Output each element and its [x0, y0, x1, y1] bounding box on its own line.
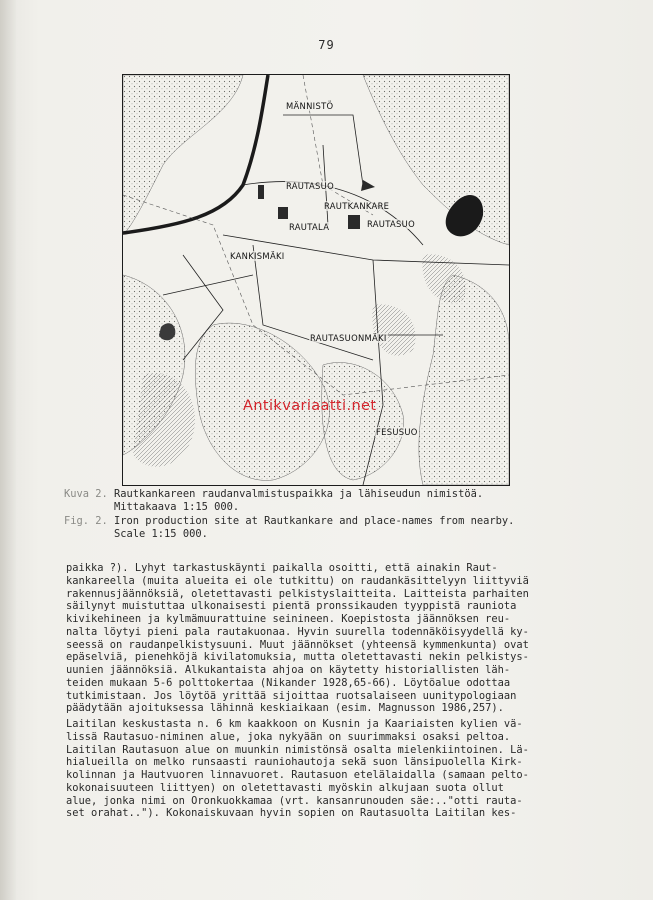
text-line: kokonaisuuteen liittyen) on oletettavasti myöskin alkujaan suota ollut	[66, 781, 504, 794]
body-paragraph-2	[66, 718, 552, 820]
page-number: 79	[318, 38, 335, 52]
caption-finnish-line-1: Rautkankareen raudanvalmistuspaikka ja lähiseudun nimistöä.	[114, 488, 484, 500]
caption-english-line-2: Scale 1:15 000.	[114, 528, 208, 541]
text-line: Laitilan Rautasuon alue on muunkin nimistönsä osalta mielenkiintoinen. Lä-	[66, 743, 529, 756]
text-line: uunien jäännöksiä. Alkukantaista ahjoa on käytetty historiallisten läh-	[66, 664, 511, 676]
caption-label-english: Fig. 2.	[64, 514, 108, 527]
body-paragraph-1	[66, 562, 552, 715]
place-label-rautasuonmaki: RAUTASUONMÄKI	[310, 333, 387, 343]
text-line: tutkimistaan. Jos löytöä yrittää sijoittaa ruotsalaiseen uunitypologiaan	[66, 689, 517, 702]
place-label-mannisto: MÄNNISTÖ	[286, 101, 334, 111]
text-line: hialueilla on melko runsaasti rauniohautoja sekä suon länsipuolella Kirk-	[66, 756, 523, 769]
text-line: lissä Rautasuo-niminen alue, joka nykyään on suurimmaksi osaksi peltoa.	[66, 730, 511, 743]
text-line: alue, jonka nimi on Oronkuokkamaa (vrt. kansanrunouden säe:.."otti rauta-	[66, 794, 523, 807]
topographic-map-figure	[122, 74, 510, 486]
watermark-text: Antikvariaatti.net	[243, 398, 377, 414]
text-line: kolinnan ja Hautvuoren linnavuoret. Rautasuon etelälaidalla (samaan pelto-	[66, 769, 529, 781]
text-line: teiden mukaan 5-6 polttokertaa (Nikander 1928,65-66). Löytöalue odottaa	[66, 676, 511, 689]
text-line: säilynyt muistuttaa ulkonaisesti pientä pronssikauden tyyppistä rauniota	[66, 600, 517, 613]
text-line: seessä on raudanpelkistysuuni. Muut jäännökset (yhteensä kymmenkunta) ovat	[66, 638, 529, 651]
caption-label-finnish: Kuva 2.	[64, 488, 108, 500]
text-line: epäselviä, pienehköjä kivilatomuksia, mutta oletettavasti nekin pelkistys-	[66, 651, 529, 664]
text-line: päädytään ajoituksessa lähinnä keskiaikaan (esim. Magnusson 1986,257).	[66, 702, 504, 715]
map-drawing	[123, 75, 509, 485]
text-line: Laitilan keskustasta n. 6 km kaakkoon on Kusnin ja Kaariaisten kylien vä-	[66, 718, 523, 730]
text-line: rakennusjäännöksiä, oletettavasti pelkistyslaitteita. Laitteista parhaiten	[66, 587, 529, 600]
text-line: kankareella (muita alueita ei ole tutkittu) on raudankäsittelyyn liittyviä	[66, 574, 529, 587]
text-line: nalta löytyi pieni pala rautakuonaa. Hyvin suurella todennäköisyydellä ky-	[66, 625, 529, 638]
text-line: set orahat.."). Kokonaiskuvaan hyvin sopien on Rautasuolta Laitilan kes-	[66, 807, 517, 820]
caption-finnish-line-2: Mittakaava 1:15 000.	[114, 501, 240, 514]
place-label-rautala: RAUTALA	[289, 222, 330, 232]
place-label-kankismaki: KANKISMÄKI	[230, 251, 285, 261]
text-line: paikka ?). Lyhyt tarkastuskäynti paikalla osoitti, että ainakin Raut-	[66, 562, 498, 574]
text-line: kivikehineen ja kylmämuurattuine seinineen. Koepistosta jäännöksen reu-	[66, 613, 511, 625]
caption-english-line-1: Iron production site at Rautkankare and place-names from nearby.	[114, 514, 515, 527]
figure-caption	[64, 488, 534, 542]
place-label-rautasuo-north: RAUTASUO	[286, 181, 334, 191]
place-label-rautasuo-east: RAUTASUO	[367, 219, 415, 229]
place-label-fesusuo: FESUSUO	[376, 427, 418, 437]
page-binding-edge	[0, 0, 16, 900]
place-label-rautkankare: RAUTKANKARE	[324, 201, 390, 211]
